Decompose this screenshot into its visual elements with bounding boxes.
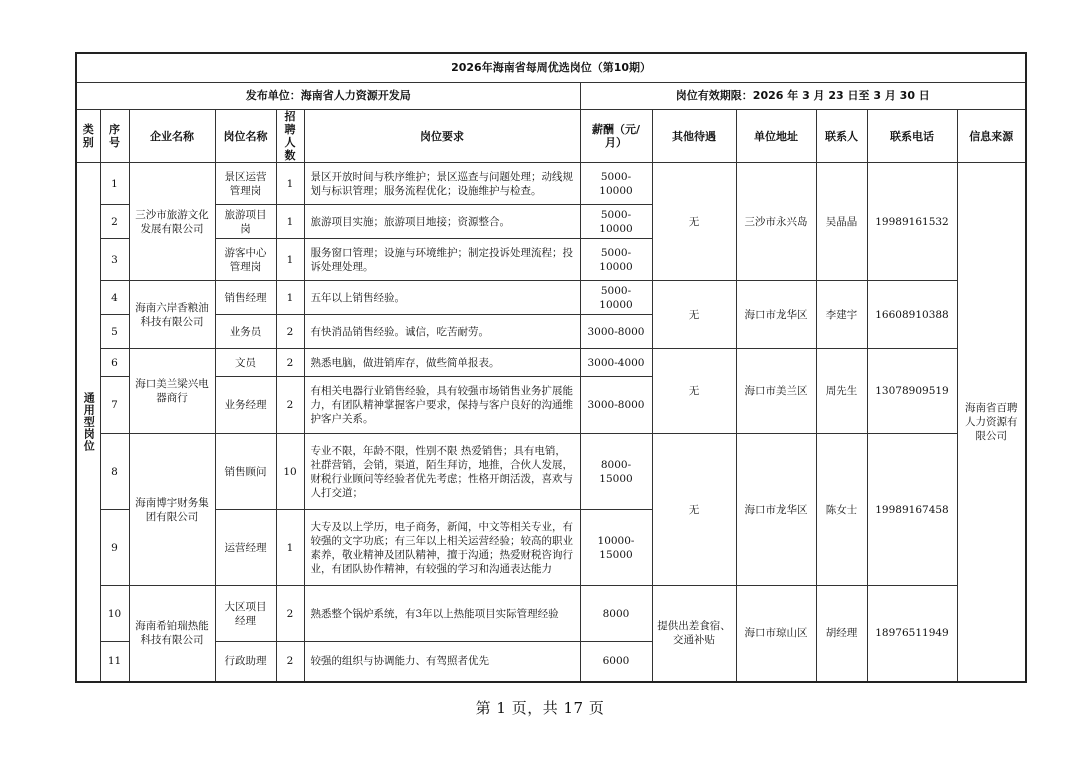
company-contact: 吴晶晶 xyxy=(816,163,867,281)
job-count: 1 xyxy=(276,281,304,315)
job-position: 业务员 xyxy=(215,315,276,349)
job-listing-table xyxy=(75,52,1027,683)
validity-label: 岗位有效期限：2026 年 3 月 23 日至 3 月 30 日 xyxy=(580,83,1026,110)
header-contact: 联系人 xyxy=(816,110,867,163)
company-name: 海南博宇财务集团有限公司 xyxy=(129,434,215,586)
job-salary: 10000-15000 xyxy=(580,510,652,586)
header-benefits: 其他待遇 xyxy=(652,110,736,163)
job-requirements: 有相关电器行业销售经验，具有较强市场销售业务扩展能力，有团队精神掌握客户要求，保持与客户良好的沟通维护客户关系。 xyxy=(304,377,580,434)
header-requirements: 岗位要求 xyxy=(304,110,580,163)
job-position: 大区项目经理 xyxy=(215,586,276,642)
job-no: 6 xyxy=(100,349,129,377)
header-row xyxy=(76,110,1026,163)
job-no: 5 xyxy=(100,315,129,349)
job-requirements: 有快消品销售经验。诚信，吃苦耐劳。 xyxy=(304,315,580,349)
company-phone: 19989161532 xyxy=(867,163,957,281)
category-cell xyxy=(76,163,100,682)
company-phone: 18976511949 xyxy=(867,586,957,682)
job-salary: 5000-10000 xyxy=(580,163,652,205)
job-position: 行政助理 xyxy=(215,642,276,682)
job-count: 1 xyxy=(276,205,304,239)
job-no: 7 xyxy=(100,377,129,434)
job-count: 10 xyxy=(276,434,304,510)
header-count: 招聘人数 xyxy=(276,110,304,163)
job-position: 旅游项目岗 xyxy=(215,205,276,239)
job-position: 景区运营管理岗 xyxy=(215,163,276,205)
job-no: 4 xyxy=(100,281,129,315)
job-requirements: 景区开放时间与秩序维护；景区巡查与问题处理；动线规划与标识管理；服务流程优化；设施维护与检查。 xyxy=(304,163,580,205)
company-benefits: 无 xyxy=(652,163,736,281)
company-contact: 周先生 xyxy=(816,349,867,434)
job-position: 销售经理 xyxy=(215,281,276,315)
table-title: 2026年海南省每周优选岗位（第10期） xyxy=(76,53,1026,83)
job-position: 运营经理 xyxy=(215,510,276,586)
job-salary: 6000 xyxy=(580,642,652,682)
header-salary: 薪酬（元/月） xyxy=(580,110,652,163)
job-position: 文员 xyxy=(215,349,276,377)
job-position: 销售顾问 xyxy=(215,434,276,510)
header-address: 单位地址 xyxy=(736,110,816,163)
table-row xyxy=(76,349,1026,377)
header-phone: 联系电话 xyxy=(867,110,957,163)
category-label: 通用型岗位 xyxy=(82,391,96,452)
job-no: 3 xyxy=(100,239,129,281)
company-address: 海口市琼山区 xyxy=(736,586,816,682)
job-count: 2 xyxy=(276,642,304,682)
job-count: 2 xyxy=(276,315,304,349)
company-name: 海南希铂瑞热能科技有限公司 xyxy=(129,586,215,682)
job-salary: 8000-15000 xyxy=(580,434,652,510)
job-salary: 5000-10000 xyxy=(580,281,652,315)
company-name: 海南六岸香粮油科技有限公司 xyxy=(129,281,215,349)
company-name: 三沙市旅游文化发展有限公司 xyxy=(129,163,215,281)
header-company: 企业名称 xyxy=(129,110,215,163)
company-contact: 李建宇 xyxy=(816,281,867,349)
header-category: 类别 xyxy=(76,110,100,163)
job-count: 2 xyxy=(276,377,304,434)
job-salary: 8000 xyxy=(580,586,652,642)
company-address: 海口市美兰区 xyxy=(736,349,816,434)
job-position: 游客中心管理岗 xyxy=(215,239,276,281)
job-requirements: 旅游项目实施；旅游项目地接；资源整合。 xyxy=(304,205,580,239)
job-requirements: 服务窗口管理；设施与环境维护；制定投诉处理流程；投诉处理处理。 xyxy=(304,239,580,281)
job-count: 2 xyxy=(276,586,304,642)
company-address: 海口市龙华区 xyxy=(736,434,816,586)
job-salary: 3000-8000 xyxy=(580,315,652,349)
job-no: 11 xyxy=(100,642,129,682)
job-requirements: 专业不限，年龄不限，性别不限 热爱销售；具有电销，社群营销，会销，渠道，陌生拜访，地推，合伙人发展，财税行业顾问等经验者优先考虑；性格开朗活泼，喜欢与人打交道； xyxy=(304,434,580,510)
job-no: 10 xyxy=(100,586,129,642)
company-benefits: 提供出差食宿、交通补贴 xyxy=(652,586,736,682)
job-count: 1 xyxy=(276,239,304,281)
job-requirements: 较强的组织与协调能力、有驾照者优先 xyxy=(304,642,580,682)
info-source: 海南省百聘人力资源有限公司 xyxy=(957,163,1026,682)
job-salary: 5000-10000 xyxy=(580,239,652,281)
job-requirements: 熟悉整个锅炉系统，有3年以上热能项目实际管理经验 xyxy=(304,586,580,642)
table-row xyxy=(76,586,1026,642)
header-position: 岗位名称 xyxy=(215,110,276,163)
job-count: 1 xyxy=(276,163,304,205)
header-no: 序号 xyxy=(100,110,129,163)
header-source: 信息来源 xyxy=(957,110,1026,163)
company-phone: 19989167458 xyxy=(867,434,957,586)
page-indicator: 第 1 页，共 17 页 xyxy=(475,699,605,717)
job-no: 1 xyxy=(100,163,129,205)
job-salary: 5000-10000 xyxy=(580,205,652,239)
company-address: 三沙市永兴岛 xyxy=(736,163,816,281)
company-benefits: 无 xyxy=(652,349,736,434)
table-row xyxy=(76,163,1026,205)
job-count: 2 xyxy=(276,349,304,377)
job-requirements: 大专及以上学历，电子商务，新闻，中文等相关专业，有较强的文字功底；有三年以上相关运营经验；较高的职业素养，敬业精神及团队精神，擅于沟通；热爱财税咨询行业，有团队协作精神，有较强的学习和沟通表达能力 xyxy=(304,510,580,586)
publisher-label: 发布单位：海南省人力资源开发局 xyxy=(76,83,580,110)
job-requirements: 五年以上销售经验。 xyxy=(304,281,580,315)
job-count: 1 xyxy=(276,510,304,586)
company-phone: 13078909519 xyxy=(867,349,957,434)
job-position: 业务经理 xyxy=(215,377,276,434)
job-no: 2 xyxy=(100,205,129,239)
company-contact: 陈女士 xyxy=(816,434,867,586)
company-phone: 16608910388 xyxy=(867,281,957,349)
job-salary: 3000-8000 xyxy=(580,377,652,434)
company-benefits: 无 xyxy=(652,281,736,349)
company-address: 海口市龙华区 xyxy=(736,281,816,349)
job-no: 8 xyxy=(100,434,129,510)
table-row xyxy=(76,434,1026,510)
job-requirements: 熟悉电脑，做进销库存，做些简单报表。 xyxy=(304,349,580,377)
company-benefits: 无 xyxy=(652,434,736,586)
table-row xyxy=(76,281,1026,315)
job-no: 9 xyxy=(100,510,129,586)
company-contact: 胡经理 xyxy=(816,586,867,682)
company-name: 海口美兰梁兴电器商行 xyxy=(129,349,215,434)
job-salary: 3000-4000 xyxy=(580,349,652,377)
